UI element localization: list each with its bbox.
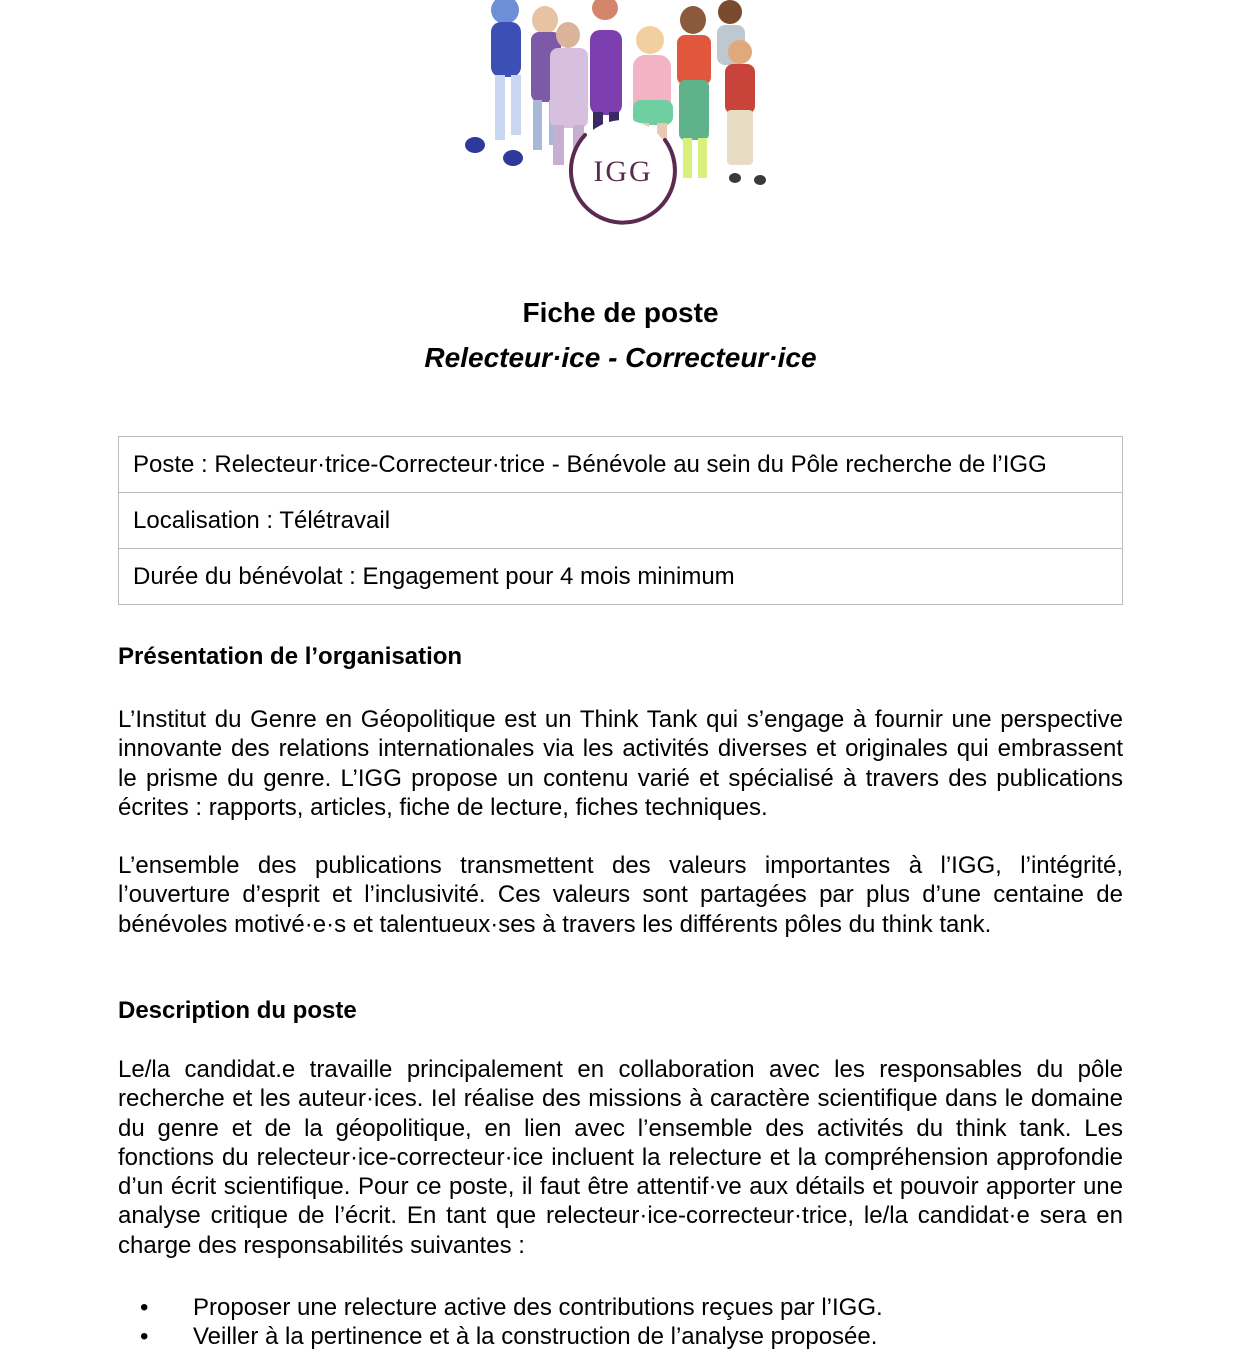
table-row bbox=[119, 549, 1123, 605]
description-paragraph: Le/la candidat.e travaille principalement en collaboration avec les responsables du pôle recherche et les auteur·ices. Iel réalise des missions à caractère scientifique dans le domaine du genre et de la géopolitique, en lien avec l’ensemble des activités du think tank. Les fonctions du relecteur·ice-correcteur·ice incluent la relecture et la compréhension approfondie d’un écrit scientifique. Pour ce poste, il faut être attentif·ve aux détails et pouvoir apporter une analyse critique de l’écrit. En tant que relecteur·ice-correcteur·trice, le/la candidat·e sera en charge des responsabilités suivantes : bbox=[118, 1056, 1123, 1259]
info-duree: Durée du bénévolat : Engagement pour 4 mois minimum bbox=[119, 549, 1123, 605]
organisation-paragraph-2: L’ensemble des publications transmettent des valeurs importantes à l’IGG, l’intégrité, l’ouverture d’esprit et l’inclusivité. Ces valeurs sont partagées par plus d’une centaine de bénévoles motivé·e·s et talentueux·ses à travers les différents pôles du think tank. bbox=[118, 852, 1123, 938]
igg-logo bbox=[455, 0, 785, 235]
section-heading-description: Description du poste bbox=[118, 997, 357, 1024]
responsibilities-list bbox=[118, 1293, 1123, 1352]
page-title: Fiche de poste bbox=[522, 297, 719, 328]
list-item bbox=[118, 1322, 1123, 1351]
list-item bbox=[118, 1293, 1123, 1322]
list-item-text: Veiller à la pertinence et à la construction de l’analyse proposée. bbox=[193, 1323, 878, 1351]
table-row bbox=[119, 493, 1123, 549]
list-item-text: Proposer une relecture active des contributions reçues par l’IGG. bbox=[193, 1294, 883, 1321]
table-row bbox=[119, 437, 1123, 493]
logo-text: IGG bbox=[593, 155, 653, 188]
info-localisation: Localisation : Télétravail bbox=[119, 493, 1123, 549]
page-subtitle: Relecteur·ice - Correcteur·ice bbox=[424, 342, 817, 373]
organisation-paragraph-1: L’Institut du Genre en Géopolitique est un Think Tank qui s’engage à fournir une perspective innovante des relations internationales via les activités diverses et originales qui embrassent le prisme du genre. L’IGG propose un contenu varié et spécialisé à travers des publications écrites : rapports, articles, fiche de lecture, fiches techniques. bbox=[118, 706, 1123, 821]
section-heading-organisation: Présentation de l’organisation bbox=[118, 643, 463, 670]
job-info-table bbox=[118, 436, 1123, 605]
bullet-icon: • bbox=[140, 1323, 149, 1351]
bullet-icon: • bbox=[140, 1294, 149, 1321]
info-poste: Poste : Relecteur·trice-Correcteur·trice - Bénévole au sein du Pôle recherche de l’IGG bbox=[119, 437, 1123, 493]
